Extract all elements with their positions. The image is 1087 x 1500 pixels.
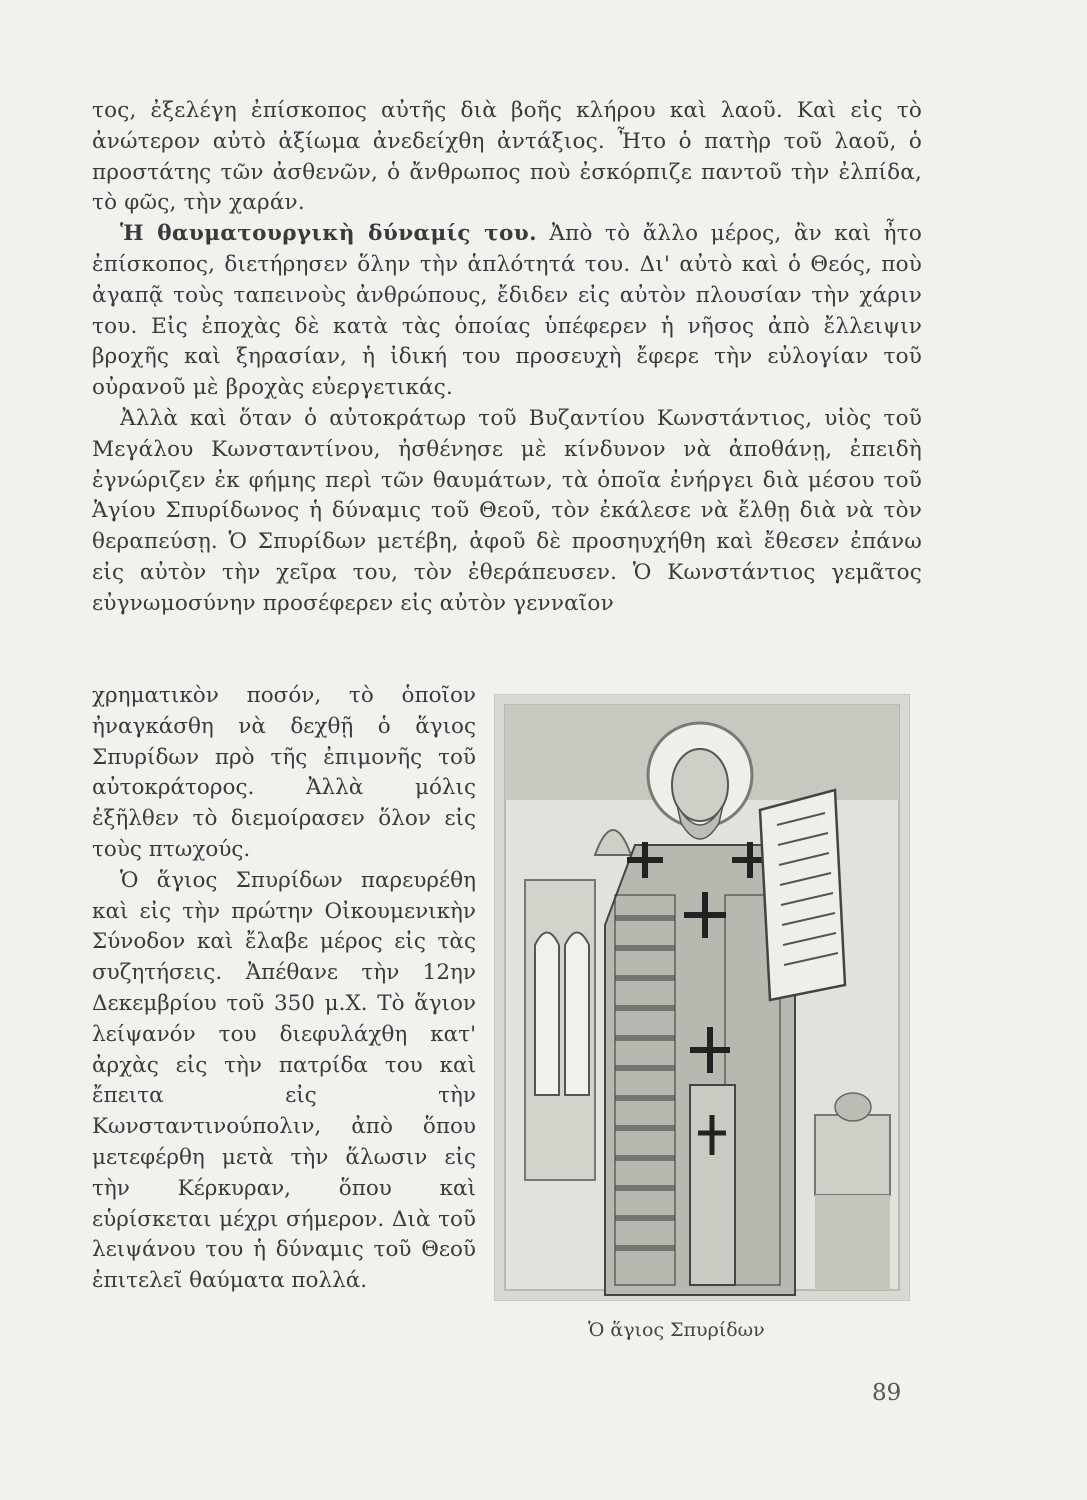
saint-icon-image [494, 694, 910, 1301]
paragraph-3-text: Ἀλλὰ καὶ ὅταν ὁ αὐτοκράτωρ τοῦ Βυζαντίου Κωνστάντιος, υἱὸς τοῦ Μεγάλου Κωνσταντίνου, ἠσθένησε μὲ κίνδυνον νὰ ἀποθάνῃ, ἐπειδὴ ἐγνώριζεν ἐκ φήμης περὶ τῶν θαυμάτων, τὰ ὁποῖα ἐνήργει διὰ μέσου τοῦ Ἁγίου Σπυρίδωνος ἡ δύναμις τοῦ Θεοῦ, τὸν ἐκάλεσε νὰ ἔλθῃ διὰ νὰ τὸν θεραπεύσῃ. Ὁ Σπυρίδων μετέβη, ἀφοῦ δὲ προσηυχήθη καὶ ἔθεσεν ἐπάνω εἰς αὐτὸν τὴν χεῖρα του, τὸν ἐθεράπευσεν. Ὁ Κωνστάντιος γεμᾶτος εὐγνωμοσύνην προσέφερεν εἰς αὐτὸν γενναῖον [92, 405, 922, 616]
paragraph-3 [92, 404, 922, 620]
icon-illustration [495, 695, 909, 1300]
paragraph-4-text: Ὁ ἅγιος Σπυρίδων παρευρέθη καὶ εἰς τὴν πρώτην Οἰκουμενικὴν Σύνοδον καὶ ἔλαβε μέρος εἰς τὰς συζητήσεις. Ἀπέθανε τὴν 12ην Δεκεμβρίου τοῦ 350 μ.Χ. Τὸ ἅγιον λείψανόν του διεφυλάχθη κατ' ἀρχὰς εἰς τὴν πατρίδα του καὶ ἔπειτα εἰς τὴν Κωνσταντινούπολιν, ἀπὸ ὅπου μετεφέρθη μετὰ τὴν ἅλωσιν εἰς τὴν Κέρκυραν, ὅπου καὶ εὑρίσκεται μέχρι σήμερον. Διὰ τοῦ λειψάνου του ἡ δύναμις τοῦ Θεοῦ ἐπιτελεῖ θαύματα πολλά. [92, 867, 476, 1294]
paragraph-3-continued: χρηματικὸν ποσόν, τὸ ὁποῖον ἠναγκάσθη νὰ δεχθῇ ὁ ἅγιος Σπυρίδων πρὸ τῆς ἐπιμονῆς τοῦ αὐτοκράτορος. Ἀλλὰ μόλις ἐξῆλθεν τὸ διεμοίρασεν ὅλον εἰς τοὺς πτωχούς. [92, 683, 476, 862]
main-text [92, 96, 922, 620]
paragraph-1: τος, ἐξελέγη ἐπίσκοπος αὐτῆς διὰ βοῆς κλήρου καὶ λαοῦ. Καὶ εἰς τὸ ἀνώτερον αὐτὸ ἀξίωμα ἀνεδείχθη ἀντάξιος. Ἦτο ὁ πατὴρ τοῦ λαοῦ, ὁ προστάτης τῶν ἀσθενῶν, ὁ ἄνθρωπος ποὺ ἐσκόρπιζε παντοῦ τὴν ἐλπίδα, τὸ φῶς, τὴν χαράν. [92, 98, 922, 216]
paragraph-4 [92, 866, 476, 1297]
page-number: 89 [872, 1380, 902, 1406]
paragraph-2-text: Ἀπὸ τὸ ἄλλο μέρος, ἂν καὶ ἦτο ἐπίσκοπος, διετήρησεν ὅλην τὴν ἁπλότητά του. Δι' αὐτὸ καὶ ὁ Θεός, ποὺ ἀγαπᾷ τοὺς ταπεινοὺς ἀνθρώπους, ἔδιδεν εἰς αὐτὸν πλουσίαν τὴν χάριν του. Εἰς ἐποχὰς δὲ κατὰ τὰς ὁποίας ὑπέφερεν ἡ νῆσος ἀπὸ ἔλλειψιν βροχῆς καὶ ξηρασίαν, ἡ ἰδική του προσευχὴ ἔφερε τὴν εὐλογίαν τοῦ οὐρανοῦ μὲ βροχὰς εὐεργετικάς. [92, 221, 923, 401]
figure-caption: Ὁ ἅγιος Σπυρίδων [588, 1319, 765, 1341]
paragraph-2 [92, 219, 922, 404]
section-heading: Ἡ θαυματουργικὴ δύναμίς του. [120, 221, 537, 247]
wrapped-text-column [92, 681, 476, 1297]
